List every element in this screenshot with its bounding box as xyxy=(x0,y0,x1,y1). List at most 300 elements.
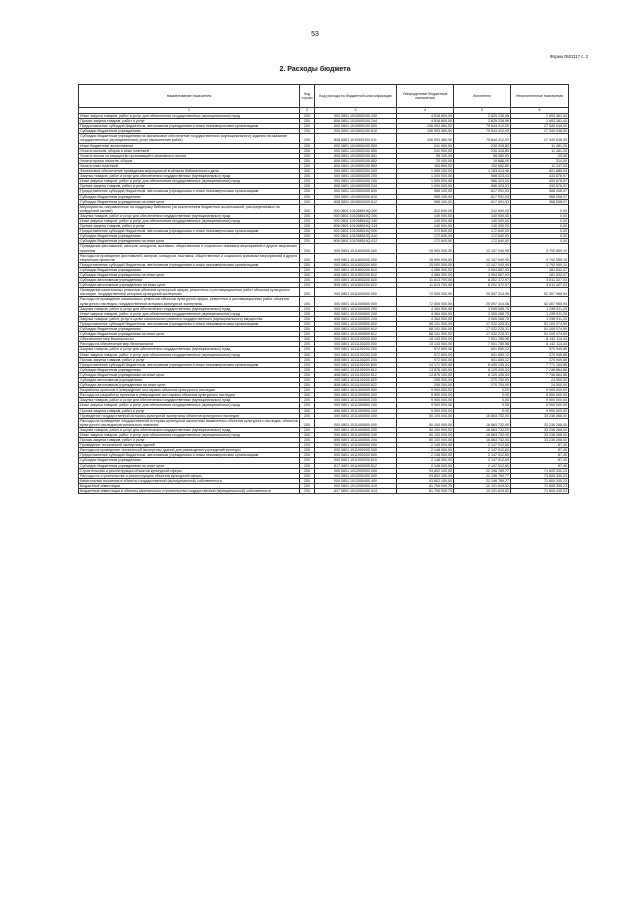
row-executed: 16 863 732,00 xyxy=(454,413,511,418)
row-line-code: 200 xyxy=(300,332,315,337)
row-indicator-name: Бюджетные инвестиции xyxy=(79,483,300,488)
row-approved: 50 100 000,00 xyxy=(397,427,454,432)
row-budget-code: 808 0801 1011000500 612 xyxy=(315,332,397,337)
row-indicator-name: Прочая закупка товаров, работ и услуг xyxy=(79,119,300,124)
row-unexecuted: 9 900 000,00 xyxy=(511,398,569,403)
row-budget-code: 000 0801 1010500200 610 xyxy=(315,194,397,199)
row-executed: 16 863 732,00 xyxy=(454,438,511,443)
row-approved: 140 000,00 xyxy=(397,218,454,223)
row-approved: 985 100,00 xyxy=(397,194,454,199)
row-indicator-name: Строительство и реконструкция объектов культурной сферы xyxy=(79,468,300,473)
row-budget-code: 000 0801 1011900000 000 xyxy=(315,443,397,448)
table-row xyxy=(79,134,569,143)
row-line-code: 200 xyxy=(300,427,315,432)
row-budget-code: 000 0801 1010500200 000 xyxy=(315,169,397,174)
row-line-code: 200 xyxy=(300,327,315,332)
row-indicator-name: Закупка товаров, работ и услуг для обеспечения государственных (муниципальных) нужд xyxy=(79,347,300,352)
row-unexecuted: 8 142 114,44 xyxy=(511,342,569,347)
row-unexecuted: 51 109 074,69 xyxy=(511,327,569,332)
row-approved: 1 000 000,00 xyxy=(397,184,454,189)
row-budget-code: 000 0801 1011800200 610 xyxy=(315,267,397,272)
row-line-code: 200 xyxy=(300,388,315,393)
row-indicator-name: Предоставление субсидий бюджетным, автономным учреждениям и иным некоммерческим организациям xyxy=(79,189,300,194)
row-unexecuted: 0,00 xyxy=(511,204,569,213)
row-executed: 2 147 912,60 xyxy=(454,443,511,448)
row-unexecuted: 370 949,88 xyxy=(511,352,569,357)
row-indicator-name: Уплата иных платежей xyxy=(79,163,300,168)
row-line-code: 200 xyxy=(300,383,315,388)
row-budget-code: 000 0801 1011100200 000 xyxy=(315,342,397,347)
row-executed: 16 863 732,00 xyxy=(454,433,511,438)
row-executed: 10 101 619,52 xyxy=(454,489,511,494)
row-unexecuted: 0,00 xyxy=(511,224,569,229)
row-approved: 241 900,00 xyxy=(397,143,454,148)
row-indicator-name: Расходы на проведение технической экспертизы зданий для размещения учреждений культуры xyxy=(79,448,300,453)
expenses-table xyxy=(78,84,569,494)
row-approved: 11 813 700,00 xyxy=(397,278,454,283)
row-approved: 15 900 000,00 xyxy=(397,244,454,253)
row-executed: 8 202 372,97 xyxy=(454,278,511,283)
form-code: Форма 0503117 с. 2 xyxy=(549,54,588,59)
row-executed: 270 700,00 xyxy=(454,383,511,388)
row-approved: 2 148 000,00 xyxy=(397,463,454,468)
row-approved: 9 900 000,00 xyxy=(397,393,454,398)
row-indicator-name: Капитальные вложения в объекты государственной (муниципальной) собственности xyxy=(79,478,300,483)
row-indicator-name: Субсидии автономным учреждениям на иные цели xyxy=(79,383,300,388)
row-unexecuted: 9 900 000,00 xyxy=(511,408,569,413)
row-approved: 106 993 460,00 xyxy=(397,134,454,143)
row-budget-code: 000 0801 1011100200 240 xyxy=(315,352,397,357)
row-unexecuted: 52 407 985,94 xyxy=(511,297,569,306)
row-approved: 13 876 100,00 xyxy=(397,367,454,372)
row-executed: 79 644 412,00 xyxy=(454,124,511,129)
row-approved: 11 813 700,00 xyxy=(397,283,454,288)
row-indicator-name: Прочая закупка товаров, работ и услуг xyxy=(79,357,300,362)
row-indicator-name: Уплата налогов, сборов и иных платежей xyxy=(79,148,300,153)
row-executed: 7 001 785,56 xyxy=(454,337,511,342)
row-indicator-name: Закупка товаров, работ и услуг для обеспечения государственных (муниципальных) нужд xyxy=(79,174,300,179)
row-budget-code: 000 0801 1011900200 610 xyxy=(315,458,397,463)
row-executed: 10 101 619,52 xyxy=(454,483,511,488)
row-unexecuted: 71 605 330,23 xyxy=(511,483,569,488)
row-executed: 2 147 912,60 xyxy=(454,458,511,463)
row-line-code: 200 xyxy=(300,352,315,357)
row-unexecuted: 71 605 330,23 xyxy=(511,468,569,473)
row-indicator-name: Иные закупки товаров, работ и услуг для обеспечения государственных (муниципальных) нужд xyxy=(79,352,300,357)
table-body xyxy=(79,114,569,494)
row-approved: 9 900 000,00 xyxy=(397,388,454,393)
row-unexecuted: 433 676,97 xyxy=(511,184,569,189)
row-approved: 15 900 000,00 xyxy=(397,253,454,262)
row-line-code: 200 xyxy=(300,372,315,377)
row-unexecuted: 71 605 330,23 xyxy=(511,473,569,478)
row-budget-code: 817 0801 1012000400 414 xyxy=(315,489,397,494)
column-index: 1 xyxy=(79,108,300,114)
row-line-code: 200 xyxy=(300,119,315,124)
row-unexecuted: 433 676,97 xyxy=(511,174,569,179)
row-approved: 972 600,00 xyxy=(397,352,454,357)
row-executed: 22 196 769,77 xyxy=(454,468,511,473)
row-indicator-name: Уплата прочих налогов, сборов xyxy=(79,158,300,163)
row-approved: 4 364 000,00 xyxy=(397,316,454,321)
row-budget-code: 808 0801 1010500200 244 xyxy=(315,184,397,189)
row-executed: 12 107 040,90 xyxy=(454,253,511,262)
row-approved: 2 148 000,00 xyxy=(397,443,454,448)
row-approved: 4 518 600,00 xyxy=(397,119,454,124)
row-budget-code: 000 0801 1011900200 600 xyxy=(315,453,397,458)
row-approved: 1 000 000,00 xyxy=(397,174,454,179)
row-unexecuted: 33 236 268,00 xyxy=(511,438,569,443)
row-indicator-name: Субсидии бюджетным учреждениям на иные цели xyxy=(79,239,300,244)
row-line-code: 200 xyxy=(300,393,315,398)
row-executed: 566 323,03 xyxy=(454,184,511,189)
row-line-code: 200 xyxy=(300,458,315,463)
row-unexecuted: 51 109 074,69 xyxy=(511,332,569,337)
row-indicator-name: Прочая закупка товаров, работ и услуг xyxy=(79,438,300,443)
row-line-code: 200 xyxy=(300,473,315,478)
row-executed: 3 065 088,75 xyxy=(454,316,511,321)
row-executed: 79 644 412,00 xyxy=(454,134,511,143)
row-budget-code: 000 0801 1011000500 000 xyxy=(315,297,397,306)
row-line-code: 200 xyxy=(300,283,315,288)
row-unexecuted: 0,00 xyxy=(511,213,569,218)
row-budget-code: 000 0801 1011300500 240 xyxy=(315,403,397,408)
row-unexecuted: 3 792 959,10 xyxy=(511,244,569,253)
row-line-code: 200 xyxy=(300,124,315,129)
row-indicator-name: Предоставление субсидий бюджетным, автономным учреждениям и иным некоммерческим организациям xyxy=(79,453,300,458)
row-budget-code: 000 0801 1011000500 600 xyxy=(315,321,397,326)
row-budget-code: 000 0801 1011000500 200 xyxy=(315,306,397,311)
row-indicator-name: Предоставление субсидий бюджетным, автономным учреждениям и иным некоммерческим организациям xyxy=(79,124,300,129)
row-budget-code: 808 0801 1010500100 244 xyxy=(315,119,397,124)
row-line-code: 200 xyxy=(300,143,315,148)
row-unexecuted: 370 949,88 xyxy=(511,347,569,352)
row-budget-code: 808 0801 1010500100 852 xyxy=(315,158,397,163)
row-indicator-name: Закупка товаров, работ и услуг для обеспечения государственных (муниципальных) нужд xyxy=(79,213,300,218)
row-indicator-name: Расходы на проведение государственной историко-культурной экспертизы выявленных объектов культурного наследия, объектов культурного наследия регионального значения xyxy=(80,418,298,427)
row-unexecuted: 24 500,00 xyxy=(511,383,569,388)
row-indicator-name: Закупка товаров, работ и услуг для обеспечения государственных (муниципальных) нужд xyxy=(79,427,300,432)
row-budget-code: 000 0801 1010500100 850 xyxy=(315,148,397,153)
row-approved: 50 100 000,00 xyxy=(397,433,454,438)
row-approved: 985 100,00 xyxy=(397,189,454,194)
row-budget-code: 000 0801 1011000000 000 xyxy=(315,288,397,297)
table-row xyxy=(79,288,569,297)
row-unexecuted: 9 900 000,00 xyxy=(511,388,569,393)
row-line-code: 200 xyxy=(300,468,315,473)
row-indicator-name: Предоставление субсидий бюджетным, автономным учреждениям и иным некоммерческим организациям xyxy=(79,321,300,326)
row-indicator-name: Иные закупки товаров, работ и услуг для обеспечения государственных (муниципальных) нужд xyxy=(79,114,300,119)
row-unexecuted: 9 900 000,00 xyxy=(511,393,569,398)
row-budget-code: 000 0801 1011100200 620 xyxy=(315,377,397,382)
row-budget-code: 000 0801 1011000500 240 xyxy=(315,311,397,316)
row-indicator-name: Иные закупки товаров, работ и услуг для обеспечения государственных (муниципальных) нужд xyxy=(79,218,300,223)
row-executed: 2 147 912,60 xyxy=(454,453,511,458)
row-executed: 0,00 xyxy=(454,388,511,393)
row-executed: 617 091,93 xyxy=(454,199,511,204)
row-budget-code: 000 0801 1011300500 000 xyxy=(315,393,397,398)
row-line-code: 200 xyxy=(300,377,315,382)
row-line-code: 200 xyxy=(300,463,315,468)
row-executed: 16 863 732,00 xyxy=(454,427,511,432)
row-executed: 2 147 912,60 xyxy=(454,448,511,453)
row-budget-code: 808 0801 1011800200 622 xyxy=(315,283,397,288)
row-executed: 566 323,03 xyxy=(454,174,511,179)
row-approved: 14 171 300,00 xyxy=(397,362,454,367)
row-line-code: 200 xyxy=(300,321,315,326)
header-budget-code: Код расхода по бюджетной классификации xyxy=(315,85,397,108)
row-indicator-name: Расходы на строительство и реконструкцию объектов культурной сферы xyxy=(79,473,300,478)
row-unexecuted: 1 298 911,25 xyxy=(511,316,569,321)
row-approved: 9 900 000,00 xyxy=(397,403,454,408)
row-line-code: 200 xyxy=(300,234,315,239)
row-indicator-name: Субсидии автономным учреждениям xyxy=(79,278,300,283)
header-executed: Исполнено xyxy=(454,85,511,108)
row-approved: 2 148 000,00 xyxy=(397,453,454,458)
row-unexecuted: 71 605 330,23 xyxy=(511,489,569,494)
row-unexecuted: 27 349 048,00 xyxy=(511,134,569,143)
row-line-code: 200 xyxy=(300,253,315,262)
row-executed: 230 418,80 xyxy=(454,143,511,148)
row-approved: 72 505 300,00 xyxy=(397,288,454,297)
row-executed: 2 825 238,56 xyxy=(454,114,511,119)
row-executed: 3 904 667,93 xyxy=(454,273,511,278)
row-budget-code: 000 0801 1011800200 600 xyxy=(315,262,397,267)
row-budget-code: 000 0801 1012000000 000 xyxy=(315,468,397,473)
row-unexecuted: 181 632,07 xyxy=(511,273,569,278)
row-approved: 295 200,00 xyxy=(397,383,454,388)
row-unexecuted: 368 008,07 xyxy=(511,194,569,199)
row-budget-code: 808 0801 101058519Q 612 xyxy=(315,239,397,244)
row-unexecuted: 33 236 268,00 xyxy=(511,418,569,427)
row-budget-code: 000 0801 1011400500 000 xyxy=(315,418,397,427)
row-executed: 140 000,00 xyxy=(454,224,511,229)
row-budget-code: 000 0801 1010500200 240 xyxy=(315,179,397,184)
row-executed: 140 000,00 xyxy=(454,213,511,218)
row-budget-code: 808 0801 101058519Q 244 xyxy=(315,224,397,229)
row-line-code: 200 xyxy=(300,189,315,194)
row-executed: 3 065 088,75 xyxy=(454,311,511,316)
table-header-row xyxy=(79,85,569,108)
row-unexecuted: 7 746 664,56 xyxy=(511,372,569,377)
row-indicator-name: Субсидии автономным учреждениям xyxy=(79,377,300,382)
row-approved: 93 802 100,00 xyxy=(397,468,454,473)
row-line-code: 200 xyxy=(300,218,315,223)
row-unexecuted: 3 792 959,10 xyxy=(511,253,569,262)
row-indicator-name: Иные бюджетные ассигнования xyxy=(79,143,300,148)
row-approved: 15 900 000,00 xyxy=(397,262,454,267)
row-indicator-name: Разработка проектов и утверждение зон охраны объектов культурного наследия xyxy=(79,388,300,393)
row-executed: 172 840,00 xyxy=(454,239,511,244)
row-indicator-name: Иные закупки товаров, работ и услуг для обеспечения государственных (муниципальных) нужд xyxy=(79,311,300,316)
row-executed: 22 196 769,77 xyxy=(454,478,511,483)
row-budget-code: 000 0801 1011000500 610 xyxy=(315,327,397,332)
row-line-code: 200 xyxy=(300,443,315,448)
row-budget-code: 808 0801 1011000500 243 xyxy=(315,316,397,321)
row-executed: 6 129 435,44 xyxy=(454,372,511,377)
row-line-code: 200 xyxy=(300,347,315,352)
row-unexecuted: 33 236 268,00 xyxy=(511,427,569,432)
row-indicator-name: Субсидии автономным учреждениям на иные цели xyxy=(79,283,300,288)
column-index: 5 xyxy=(454,108,511,114)
row-executed: 617 091,93 xyxy=(454,189,511,194)
section-title: 2. Расходы бюджета xyxy=(279,66,351,73)
row-line-code: 200 xyxy=(300,453,315,458)
row-budget-code: 000 0801 1012000400 400 xyxy=(315,478,397,483)
row-budget-code: 000 0801 1011100000 000 xyxy=(315,337,397,342)
row-unexecuted: 1 298 911,25 xyxy=(511,311,569,316)
row-indicator-name: Прочая закупка товаров, работ и услуг xyxy=(79,408,300,413)
row-approved: 972 600,00 xyxy=(397,347,454,352)
row-executed: 0,00 xyxy=(454,403,511,408)
row-approved: 93 802 100,00 xyxy=(397,473,454,478)
row-budget-code: 000 0801 1010500100 600 xyxy=(315,124,397,129)
row-approved: 9 900 000,00 xyxy=(397,408,454,413)
row-executed: 230 418,80 xyxy=(454,148,511,153)
row-approved: 15 143 900,00 xyxy=(397,342,454,347)
row-approved: 72 505 300,00 xyxy=(397,297,454,306)
row-approved: 106 993 460,00 xyxy=(397,129,454,134)
row-line-code: 200 xyxy=(300,244,315,253)
row-unexecuted: 314,00 xyxy=(511,158,569,163)
row-executed: 17 032 225,31 xyxy=(454,332,511,337)
row-indicator-name: Субсидии бюджетным учреждениям на финансовое обеспечение государственного (муниципального) задания на оказание государственных (муниципальных) услуг (выполнение работ) xyxy=(79,134,300,143)
row-line-code: 200 xyxy=(300,413,315,418)
row-budget-code: 000 0801 101058519Q 610 xyxy=(315,234,397,239)
row-line-code: 200 xyxy=(300,239,315,244)
row-approved: 2 148 000,00 xyxy=(397,458,454,463)
row-indicator-name: Субсидии бюджетным учреждениям xyxy=(79,194,300,199)
row-executed: 3 904 667,93 xyxy=(454,267,511,272)
row-line-code: 200 xyxy=(300,213,315,218)
row-line-code: 200 xyxy=(300,129,315,134)
column-index: 4 xyxy=(397,108,454,114)
row-unexecuted: 27 349 048,00 xyxy=(511,129,569,134)
row-budget-code: 000 0801 1011300500 200 xyxy=(315,398,397,403)
row-unexecuted: 0,00 xyxy=(511,218,569,223)
row-budget-code: 808 0801 1010500100 853 xyxy=(315,163,397,168)
row-approved: 140 000,00 xyxy=(397,224,454,229)
row-executed: 601 650,12 xyxy=(454,347,511,352)
row-indicator-name: Иные закупки товаров, работ и услуг для обеспечения государственных (муниципальных) нужд xyxy=(79,433,300,438)
row-indicator-name: Проведение государственной историко-культурной экспертизы объектов культурного наследия xyxy=(79,413,300,418)
row-unexecuted: 11 481,20 xyxy=(511,143,569,148)
row-approved: 295 200,00 xyxy=(397,377,454,382)
row-approved: 50 100 000,00 xyxy=(397,413,454,418)
row-executed: 2 825 238,56 xyxy=(454,119,511,124)
row-executed: 16 863 732,00 xyxy=(454,418,511,427)
row-unexecuted: 52 407 985,94 xyxy=(511,288,569,297)
row-budget-code: 000 0801 1010500100 240 xyxy=(315,114,397,119)
row-unexecuted: 87,40 xyxy=(511,443,569,448)
row-line-code: 200 xyxy=(300,114,315,119)
row-line-code: 200 xyxy=(300,483,315,488)
row-approved: 172 840,00 xyxy=(397,229,454,234)
row-line-code: 200 xyxy=(300,438,315,443)
row-line-code: 200 xyxy=(300,169,315,174)
row-budget-code: 808 0801 1011800200 612 xyxy=(315,273,397,278)
row-approved: 68 141 300,00 xyxy=(397,327,454,332)
row-line-code: 200 xyxy=(300,357,315,362)
row-line-code: 200 xyxy=(300,418,315,427)
row-executed: 152 652,80 xyxy=(454,163,511,168)
row-unexecuted: 11 481,20 xyxy=(511,148,569,153)
row-unexecuted: 27 349 048,00 xyxy=(511,124,569,129)
row-executed: 566 323,03 xyxy=(454,179,511,184)
row-approved: 20 000,00 xyxy=(397,158,454,163)
header-indicator-name: Наименование показателя xyxy=(79,85,300,108)
row-indicator-name: Прочая закупка товаров, работ и услуг xyxy=(79,224,300,229)
row-line-code: 200 xyxy=(300,158,315,163)
row-approved: 81 706 949,75 xyxy=(397,489,454,494)
row-line-code: 200 xyxy=(300,337,315,342)
row-line-code: 200 xyxy=(300,184,315,189)
row-line-code: 200 xyxy=(300,267,315,272)
row-budget-code: 000 0801 1010500100 800 xyxy=(315,143,397,148)
row-approved: 2 148 000,00 xyxy=(397,448,454,453)
row-approved: 4 364 000,00 xyxy=(397,306,454,311)
row-line-code: 200 xyxy=(300,134,315,143)
row-indicator-name: Субсидии бюджетным учреждениям xyxy=(79,458,300,463)
row-indicator-name: Бюджетные инвестиции в объекты капитального строительства государственной (муниципальной) собственности xyxy=(79,489,300,494)
row-indicator-name: Предоставление субсидий бюджетным, автономным учреждениям и иным некоммерческим организациям xyxy=(79,229,300,234)
row-line-code: 200 xyxy=(300,278,315,283)
row-budget-code: 808 0801 1010500100 611 xyxy=(315,134,397,143)
row-executed: 12 107 040,90 xyxy=(454,262,511,267)
row-executed: 20 097 314,06 xyxy=(454,288,511,297)
row-budget-code: 000 0801 1011900200 000 xyxy=(315,448,397,453)
column-index: 3 xyxy=(315,108,397,114)
row-approved: 50 100 000,00 xyxy=(397,438,454,443)
row-executed: 17 032 225,31 xyxy=(454,321,511,326)
row-line-code: 200 xyxy=(300,316,315,321)
row-line-code: 200 xyxy=(300,204,315,213)
row-unexecuted: 3 792 959,10 xyxy=(511,262,569,267)
row-approved: 4 086 300,00 xyxy=(397,273,454,278)
column-index: 2 xyxy=(300,108,315,114)
row-unexecuted: 7 771 164,56 xyxy=(511,362,569,367)
row-line-code: 200 xyxy=(300,433,315,438)
row-unexecuted: 368 008,07 xyxy=(511,199,569,204)
row-unexecuted: 87,40 xyxy=(511,463,569,468)
row-unexecuted: 370 949,88 xyxy=(511,357,569,362)
row-unexecuted: 7 746 664,56 xyxy=(511,367,569,372)
row-unexecuted: 0,00 xyxy=(511,234,569,239)
row-approved: 172 840,00 xyxy=(397,234,454,239)
row-unexecuted: 71 605 330,23 xyxy=(511,478,569,483)
row-budget-code: 000 0801 1011800200 620 xyxy=(315,278,397,283)
row-line-code: 200 xyxy=(300,311,315,316)
row-line-code: 200 xyxy=(300,163,315,168)
row-line-code: 200 xyxy=(300,342,315,347)
row-executed: 0,00 xyxy=(454,398,511,403)
row-indicator-name: Субсидии бюджетным учреждениям на иные цели xyxy=(79,199,300,204)
row-indicator-name: Расходы на обеспечение мер безопасности xyxy=(79,342,300,347)
row-unexecuted: 0,00 xyxy=(511,229,569,234)
row-executed: 270 700,00 xyxy=(454,377,511,382)
row-unexecuted: 0,00 xyxy=(511,239,569,244)
row-approved: 13 876 100,00 xyxy=(397,372,454,377)
row-budget-code: 000 0801 1011800000 000 xyxy=(315,244,397,253)
row-approved: 15 143 900,00 xyxy=(397,337,454,342)
row-budget-code: 000 0801 101058519Q 240 xyxy=(315,218,397,223)
row-budget-code: 856 0801 1011300500 244 xyxy=(315,408,397,413)
row-executed: 6 129 435,44 xyxy=(454,367,511,372)
row-executed: 172 840,00 xyxy=(454,229,511,234)
row-line-code: 200 xyxy=(300,194,315,199)
row-indicator-name: Закупка товаров, работ и услуг для обеспечения государственных (муниципальных) нужд xyxy=(79,398,300,403)
row-budget-code: 000 0801 1010500100 610 xyxy=(315,129,397,134)
